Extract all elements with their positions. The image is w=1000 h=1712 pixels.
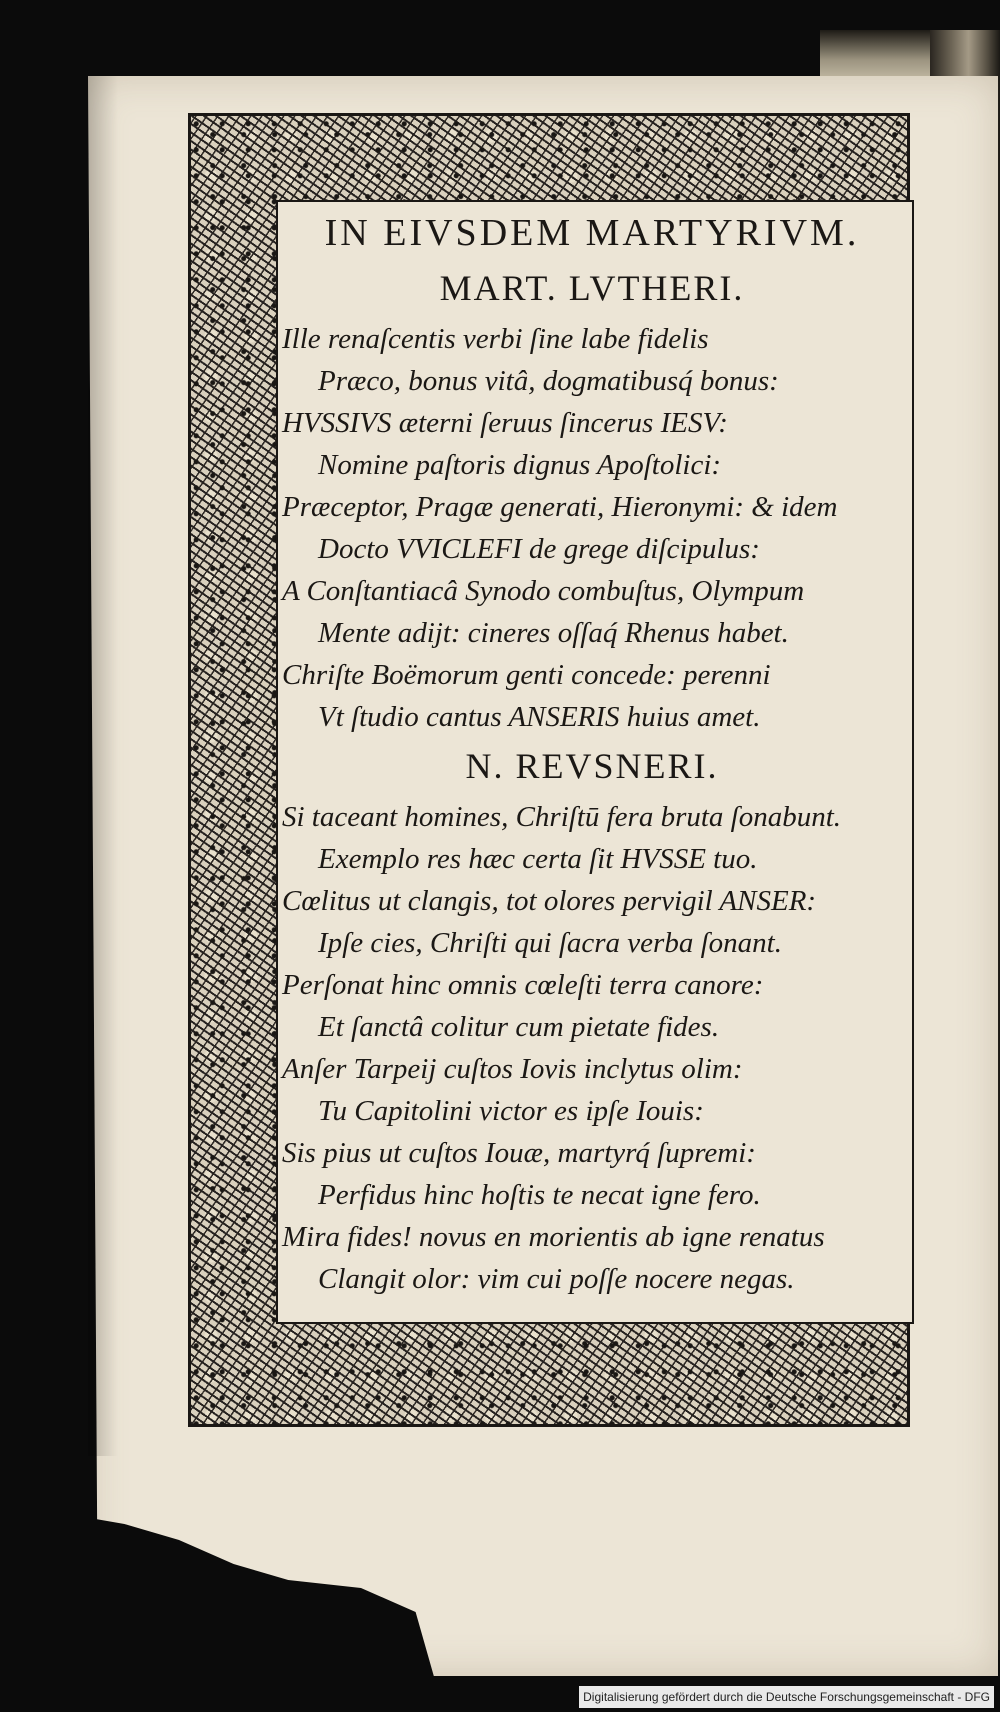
verse-line: HVSSIVS æterni ſeruus ſincerus IESV: xyxy=(282,407,728,439)
verse-line: Ille renaſcentis verbi ſine labe fidelis xyxy=(282,323,709,355)
verse-line: Chriſte Boëmorum genti concede: perenni xyxy=(282,659,771,691)
page-gutter-shadow xyxy=(88,76,118,1456)
verse-line: A Conſtantiacâ Synodo combuſtus, Olympum xyxy=(282,575,805,607)
verse-line: Sis pius ut cuſtos Iouæ, martyrq́ ſupremi: xyxy=(282,1137,756,1169)
verse-line: Mira fides! novus en morientis ab igne renatus xyxy=(282,1221,825,1253)
verse-line: Docto VVICLEFI de grege diſcipulus: xyxy=(318,533,760,565)
verse-line: Mente adijt: cineres oſſaq́ Rhenus habet. xyxy=(318,617,789,649)
heading-lutheri: MART. LVTHERI. xyxy=(439,268,745,308)
verse-line: Tu Capitolini victor es ipſe Iouis: xyxy=(318,1095,704,1127)
verse-line: Nomine paſtoris dignus Apoſtolici: xyxy=(318,449,722,481)
heading-reusneri: N. REVSNERI. xyxy=(465,746,719,786)
verse-line: Ipſe cies, Chriſti qui ſacra verba ſonant. xyxy=(318,927,782,959)
verse-line: Præco, bonus vitâ, dogmatibusq́ bonus: xyxy=(318,365,779,397)
verse-line: Anſer Tarpeij cuſtos Iovis inclytus olim: xyxy=(282,1053,743,1085)
verse-line: Vt ſtudio cantus ANSERIS huius amet. xyxy=(318,701,761,733)
footer-text: Digitalisierung gefördert durch die Deutsche Forschungsgemeinschaft - DFG xyxy=(583,1690,990,1704)
verse-line: Cœlitus ut clangis, tot olores pervigil ANSER: xyxy=(282,885,817,917)
verse-line: Perfidus hinc hoſtis te necat igne fero. xyxy=(318,1179,761,1211)
dfg-footer-note xyxy=(579,1686,994,1708)
verse-line: Et ſanctâ colitur cum pietate fides. xyxy=(318,1011,720,1043)
verse-line: Exemplo res hæc certa ſit HVSSE tuo. xyxy=(318,843,758,875)
verse-line: Clangit olor: vim cui poſſe nocere negas. xyxy=(318,1263,795,1295)
page-text xyxy=(282,205,922,1315)
heading-martyrium: IN EIVSDEM MARTYRIVM. xyxy=(324,212,860,254)
verse-line: Si taceant homines, Chriſtū fera bruta ſonabunt. xyxy=(282,801,842,833)
verse-line: Perſonat hinc omnis cœleſti terra canore: xyxy=(282,969,764,1001)
verse-line: Præceptor, Pragæ generati, Hieronymi: & idem xyxy=(282,491,838,523)
